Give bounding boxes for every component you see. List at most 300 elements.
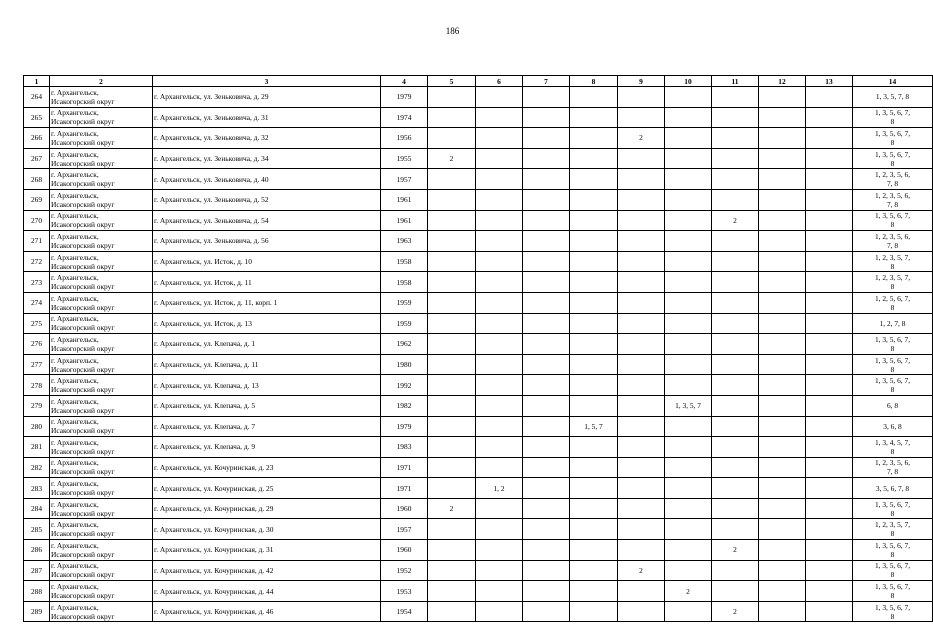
district-cell xyxy=(50,457,153,478)
column-10-cell xyxy=(665,601,712,622)
column-11-cell xyxy=(712,395,759,416)
column-5-cell: 2 xyxy=(428,498,476,519)
column-8-cell xyxy=(570,395,618,416)
column-7-cell xyxy=(523,272,570,293)
district-line: Исакогорский округ xyxy=(51,137,115,147)
column-11-cell xyxy=(712,581,759,602)
column-14-line: 1, 2, 3, 5, 6, xyxy=(874,458,911,468)
column-12-cell xyxy=(759,601,806,622)
column-5-cell xyxy=(428,128,476,149)
column-10-cell xyxy=(665,354,712,375)
year-cell: 1983 xyxy=(381,437,428,458)
column-5-cell xyxy=(428,416,476,437)
column-6-cell xyxy=(476,107,523,128)
column-8-cell xyxy=(570,128,618,149)
column-14-cell xyxy=(853,601,933,622)
column-8-cell xyxy=(570,169,618,190)
table-row xyxy=(24,292,933,313)
column-9-cell xyxy=(618,478,665,499)
column-6-cell xyxy=(476,395,523,416)
column-12-cell xyxy=(759,334,806,355)
column-11-cell xyxy=(712,128,759,149)
district-cell xyxy=(50,498,153,519)
column-14-cell xyxy=(853,354,933,375)
column-12-cell xyxy=(759,231,806,252)
column-13-cell xyxy=(806,519,853,540)
column-13-cell xyxy=(806,395,853,416)
district-line: Исакогорский округ xyxy=(51,529,115,539)
column-8-cell xyxy=(570,313,618,334)
column-12-cell xyxy=(759,87,806,108)
column-14-cell xyxy=(853,87,933,108)
district-line: Исакогорский округ xyxy=(51,117,115,127)
column-7-cell xyxy=(523,334,570,355)
column-7-cell xyxy=(523,478,570,499)
column-13-cell xyxy=(806,148,853,169)
district-line: Исакогорский округ xyxy=(51,179,115,189)
column-9-cell xyxy=(618,601,665,622)
column-14-line: 1, 2, 3, 5, 6, xyxy=(874,190,911,200)
column-6-cell: 1, 2 xyxy=(476,478,523,499)
address-cell: г. Архангельск, ул. Клепача, д. 11 xyxy=(153,354,381,375)
column-7-cell xyxy=(523,87,570,108)
district-cell xyxy=(50,313,153,334)
column-5-cell: 2 xyxy=(428,148,476,169)
district-cell xyxy=(50,128,153,149)
row-number-cell: 269 xyxy=(24,189,50,210)
address-cell: г. Архангельск, ул. Зеньковича, д. 56 xyxy=(153,231,381,252)
district-cell xyxy=(50,478,153,499)
column-14-line: 8 xyxy=(890,508,895,518)
column-14-line: 1, 3, 5, 6, 7, xyxy=(874,128,911,138)
column-14-line: 1, 2, 3, 5, 7, xyxy=(874,273,911,283)
column-13-cell xyxy=(806,437,853,458)
year-cell: 1953 xyxy=(381,581,428,602)
column-10-cell xyxy=(665,107,712,128)
address-cell: г. Архангельск, ул. Кочуринская, д. 46 xyxy=(153,601,381,622)
year-cell: 1954 xyxy=(381,601,428,622)
district-cell xyxy=(50,148,153,169)
address-cell: г. Архангельск, ул. Кочуринская, д. 31 xyxy=(153,540,381,561)
column-6-cell xyxy=(476,169,523,190)
column-header-9: 9 xyxy=(618,76,665,87)
column-14-cell xyxy=(853,560,933,581)
district-cell xyxy=(50,210,153,231)
district-line: г. Архангельск, xyxy=(51,602,99,612)
column-10-cell xyxy=(665,540,712,561)
table-row xyxy=(24,478,933,499)
column-14-line: 8 xyxy=(890,591,895,601)
table-row xyxy=(24,169,933,190)
column-10-cell xyxy=(665,560,712,581)
table-body xyxy=(24,87,933,622)
column-5-cell xyxy=(428,251,476,272)
column-9-cell xyxy=(618,210,665,231)
row-number-cell: 264 xyxy=(24,87,50,108)
column-14-line: 8 xyxy=(890,261,895,271)
column-8-cell xyxy=(570,601,618,622)
column-13-cell xyxy=(806,272,853,293)
column-9-cell xyxy=(618,519,665,540)
column-14-cell xyxy=(853,292,933,313)
column-7-cell xyxy=(523,395,570,416)
column-10-cell xyxy=(665,210,712,231)
column-14-line: 1, 2, 3, 5, 7, xyxy=(874,252,911,262)
year-cell: 1959 xyxy=(381,313,428,334)
column-12-cell xyxy=(759,210,806,231)
column-header-1: 1 xyxy=(24,76,50,87)
column-14-line: 8 xyxy=(890,282,895,292)
row-number-cell: 279 xyxy=(24,395,50,416)
column-9-cell: 2 xyxy=(618,128,665,149)
district-line: Исакогорский округ xyxy=(51,343,115,353)
address-cell: г. Архангельск, ул. Зеньковича, д. 29 xyxy=(153,87,381,108)
column-6-cell xyxy=(476,457,523,478)
year-cell: 1963 xyxy=(381,231,428,252)
header-row xyxy=(24,76,933,87)
column-10-cell: 2 xyxy=(665,581,712,602)
column-10-cell xyxy=(665,189,712,210)
column-8-cell xyxy=(570,498,618,519)
column-11-cell xyxy=(712,251,759,272)
column-14-cell xyxy=(853,231,933,252)
column-14-line: 7, 8 xyxy=(886,467,899,477)
column-13-cell xyxy=(806,375,853,396)
column-7-cell xyxy=(523,128,570,149)
district-line: Исакогорский округ xyxy=(51,570,115,580)
row-number-cell: 288 xyxy=(24,581,50,602)
column-9-cell xyxy=(618,540,665,561)
district-cell xyxy=(50,107,153,128)
row-number-cell: 283 xyxy=(24,478,50,499)
column-header-13: 13 xyxy=(806,76,853,87)
column-13-cell xyxy=(806,354,853,375)
district-line: г. Архангельск, xyxy=(51,499,99,509)
row-number-cell: 287 xyxy=(24,560,50,581)
row-number-cell: 270 xyxy=(24,210,50,231)
year-cell: 1961 xyxy=(381,189,428,210)
column-9-cell xyxy=(618,416,665,437)
table-row xyxy=(24,498,933,519)
district-line: Исакогорский округ xyxy=(51,591,115,601)
column-11-cell xyxy=(712,292,759,313)
district-line: г. Архангельск, xyxy=(51,273,99,283)
column-14-line: 1, 3, 5, 6, 7, xyxy=(874,149,911,159)
address-cell: г. Архангельск, ул. Кочуринская, д. 30 xyxy=(153,519,381,540)
column-9-cell xyxy=(618,272,665,293)
year-cell: 1956 xyxy=(381,128,428,149)
district-cell xyxy=(50,416,153,437)
column-11-cell xyxy=(712,148,759,169)
column-7-cell xyxy=(523,560,570,581)
column-14-line: 8 xyxy=(890,364,895,374)
column-14-line: 1, 3, 5, 6, 7, xyxy=(874,582,911,592)
district-line: Исакогорский округ xyxy=(51,199,115,209)
column-10-cell xyxy=(665,231,712,252)
column-9-cell xyxy=(618,313,665,334)
column-6-cell xyxy=(476,210,523,231)
district-line: г. Архангельск, xyxy=(51,479,99,489)
column-14-cell xyxy=(853,540,933,561)
column-11-cell: 2 xyxy=(712,601,759,622)
row-number-cell: 266 xyxy=(24,128,50,149)
column-14-line: 8 xyxy=(890,611,895,621)
column-5-cell xyxy=(428,560,476,581)
column-13-cell xyxy=(806,457,853,478)
column-5-cell xyxy=(428,354,476,375)
column-7-cell xyxy=(523,251,570,272)
column-14-cell xyxy=(853,210,933,231)
district-cell xyxy=(50,87,153,108)
address-cell: г. Архангельск, ул. Зеньковича, д. 40 xyxy=(153,169,381,190)
column-14-cell xyxy=(853,457,933,478)
column-5-cell xyxy=(428,313,476,334)
address-cell: г. Архангельск, ул. Кочуринская, д. 42 xyxy=(153,560,381,581)
district-cell xyxy=(50,601,153,622)
column-5-cell xyxy=(428,272,476,293)
district-line: Исакогорский округ xyxy=(51,96,115,106)
district-line: Исакогорский округ xyxy=(51,405,115,415)
column-10-cell xyxy=(665,292,712,313)
column-6-cell xyxy=(476,189,523,210)
column-9-cell xyxy=(618,231,665,252)
column-10-cell xyxy=(665,128,712,149)
table-row xyxy=(24,457,933,478)
column-9-cell xyxy=(618,148,665,169)
column-8-cell xyxy=(570,457,618,478)
district-line: Исакогорский округ xyxy=(51,302,115,312)
row-number-cell: 277 xyxy=(24,354,50,375)
column-14-line: 1, 3, 4, 5, 7, xyxy=(874,437,911,447)
column-11-cell xyxy=(712,498,759,519)
column-14-cell xyxy=(853,107,933,128)
row-number-cell: 268 xyxy=(24,169,50,190)
district-line: Исакогорский округ xyxy=(51,426,115,436)
column-8-cell: 1, 5, 7 xyxy=(570,416,618,437)
column-6-cell xyxy=(476,437,523,458)
table-row xyxy=(24,581,933,602)
column-13-cell xyxy=(806,292,853,313)
column-10-cell xyxy=(665,457,712,478)
column-13-cell xyxy=(806,251,853,272)
column-13-cell xyxy=(806,498,853,519)
column-10-cell xyxy=(665,87,712,108)
column-12-cell xyxy=(759,169,806,190)
column-7-cell xyxy=(523,107,570,128)
district-line: г. Архангельск, xyxy=(51,252,99,262)
column-11-cell xyxy=(712,189,759,210)
district-cell xyxy=(50,519,153,540)
year-cell: 1958 xyxy=(381,272,428,293)
column-11-cell xyxy=(712,231,759,252)
buildings-table xyxy=(23,75,933,622)
column-5-cell xyxy=(428,519,476,540)
column-7-cell xyxy=(523,437,570,458)
column-header-4: 4 xyxy=(381,76,428,87)
column-8-cell xyxy=(570,540,618,561)
column-5-cell xyxy=(428,540,476,561)
year-cell: 1971 xyxy=(381,457,428,478)
year-cell: 1960 xyxy=(381,540,428,561)
column-11-cell xyxy=(712,107,759,128)
column-14-line: 1, 2, 7, 8 xyxy=(879,318,906,328)
column-14-line: 3, 6, 8 xyxy=(883,421,902,431)
column-11-cell xyxy=(712,272,759,293)
district-line: г. Архангельск, xyxy=(51,149,99,159)
row-number-cell: 278 xyxy=(24,375,50,396)
year-cell: 1979 xyxy=(381,416,428,437)
year-cell: 1957 xyxy=(381,169,428,190)
column-5-cell xyxy=(428,231,476,252)
table-row xyxy=(24,189,933,210)
district-cell xyxy=(50,272,153,293)
column-header-12: 12 xyxy=(759,76,806,87)
column-5-cell xyxy=(428,581,476,602)
year-cell: 1982 xyxy=(381,395,428,416)
column-14-cell xyxy=(853,148,933,169)
column-10-cell xyxy=(665,313,712,334)
column-12-cell xyxy=(759,313,806,334)
column-6-cell xyxy=(476,231,523,252)
year-cell: 1971 xyxy=(381,478,428,499)
column-14-line: 8 xyxy=(890,117,895,127)
district-line: Исакогорский округ xyxy=(51,549,115,559)
column-7-cell xyxy=(523,354,570,375)
address-cell: г. Архангельск, ул. Зеньковича, д. 54 xyxy=(153,210,381,231)
column-header-6: 6 xyxy=(476,76,523,87)
column-6-cell xyxy=(476,519,523,540)
address-cell: г. Архангельск, ул. Исток, д. 11, корп. 1 xyxy=(153,292,381,313)
column-9-cell xyxy=(618,498,665,519)
district-cell xyxy=(50,169,153,190)
column-12-cell xyxy=(759,560,806,581)
district-cell xyxy=(50,251,153,272)
column-14-line: 8 xyxy=(890,137,895,147)
table-row xyxy=(24,437,933,458)
column-14-cell xyxy=(853,375,933,396)
column-7-cell xyxy=(523,416,570,437)
column-14-cell xyxy=(853,581,933,602)
table-row xyxy=(24,272,933,293)
column-7-cell xyxy=(523,231,570,252)
column-7-cell xyxy=(523,581,570,602)
column-8-cell xyxy=(570,334,618,355)
table-row xyxy=(24,313,933,334)
column-5-cell xyxy=(428,395,476,416)
column-14-line: 1, 3, 5, 6, 7, xyxy=(874,334,911,344)
column-7-cell xyxy=(523,313,570,334)
column-5-cell xyxy=(428,334,476,355)
column-14-line: 1, 2, 3, 5, 6, xyxy=(874,170,911,180)
column-14-line: 6, 8 xyxy=(886,401,899,411)
column-9-cell xyxy=(618,334,665,355)
column-header-3: 3 xyxy=(153,76,381,87)
column-7-cell xyxy=(523,540,570,561)
column-14-line: 1, 2, 5, 6, 7, xyxy=(874,293,911,303)
address-cell: г. Архангельск, ул. Клепача, д. 7 xyxy=(153,416,381,437)
district-line: Исакогорский округ xyxy=(51,488,115,498)
column-14-line: 8 xyxy=(890,446,895,456)
column-14-cell xyxy=(853,498,933,519)
district-line: Исакогорский округ xyxy=(51,467,115,477)
column-14-line: 8 xyxy=(890,549,895,559)
column-14-line: 8 xyxy=(890,302,895,312)
column-14-line: 8 xyxy=(890,570,895,580)
column-11-cell xyxy=(712,169,759,190)
column-14-line: 8 xyxy=(890,158,895,168)
column-14-line: 1, 3, 5, 6, 7, xyxy=(874,561,911,571)
column-10-cell xyxy=(665,148,712,169)
column-6-cell xyxy=(476,375,523,396)
column-12-cell xyxy=(759,437,806,458)
district-line: г. Архангельск, xyxy=(51,293,99,303)
table-row xyxy=(24,395,933,416)
column-5-cell xyxy=(428,107,476,128)
column-11-cell: 2 xyxy=(712,540,759,561)
column-6-cell xyxy=(476,313,523,334)
district-line: Исакогорский округ xyxy=(51,220,115,230)
column-14-line: 1, 2, 3, 5, 6, xyxy=(874,231,911,241)
district-line: Исакогорский округ xyxy=(51,261,115,271)
column-13-cell xyxy=(806,107,853,128)
column-header-11: 11 xyxy=(712,76,759,87)
column-11-cell: 2 xyxy=(712,210,759,231)
district-line: Исакогорский округ xyxy=(51,611,115,621)
column-8-cell xyxy=(570,272,618,293)
column-9-cell xyxy=(618,354,665,375)
column-10-cell xyxy=(665,251,712,272)
table-row xyxy=(24,128,933,149)
column-7-cell xyxy=(523,169,570,190)
column-8-cell xyxy=(570,437,618,458)
column-12-cell xyxy=(759,375,806,396)
column-header-8: 8 xyxy=(570,76,618,87)
year-cell: 1955 xyxy=(381,148,428,169)
column-9-cell xyxy=(618,251,665,272)
column-5-cell xyxy=(428,457,476,478)
column-9-cell xyxy=(618,395,665,416)
district-line: г. Архангельск, xyxy=(51,582,99,592)
column-13-cell xyxy=(806,478,853,499)
column-7-cell xyxy=(523,292,570,313)
column-7-cell xyxy=(523,148,570,169)
district-line: г. Архангельск, xyxy=(51,334,99,344)
column-8-cell xyxy=(570,251,618,272)
column-10-cell xyxy=(665,478,712,499)
column-6-cell xyxy=(476,354,523,375)
column-14-line: 1, 3, 5, 6, 7, xyxy=(874,499,911,509)
table-row xyxy=(24,540,933,561)
year-cell: 1974 xyxy=(381,107,428,128)
column-9-cell: 2 xyxy=(618,560,665,581)
column-14-line: 7, 8 xyxy=(886,179,899,189)
column-11-cell xyxy=(712,437,759,458)
table-row xyxy=(24,519,933,540)
year-cell: 1958 xyxy=(381,251,428,272)
year-cell: 1952 xyxy=(381,560,428,581)
row-number-cell: 272 xyxy=(24,251,50,272)
district-line: г. Архангельск, xyxy=(51,437,99,447)
table-row xyxy=(24,334,933,355)
district-line: г. Архангельск, xyxy=(51,314,99,324)
row-number-cell: 282 xyxy=(24,457,50,478)
column-14-line: 3, 5, 6, 7, 8 xyxy=(875,483,910,493)
district-line: г. Архангельск, xyxy=(51,417,99,427)
district-line: г. Архангельск, xyxy=(51,108,99,118)
district-line: Исакогорский округ xyxy=(51,364,115,374)
district-line: г. Архангельск, xyxy=(51,128,99,138)
district-line: Исакогорский округ xyxy=(51,240,115,250)
